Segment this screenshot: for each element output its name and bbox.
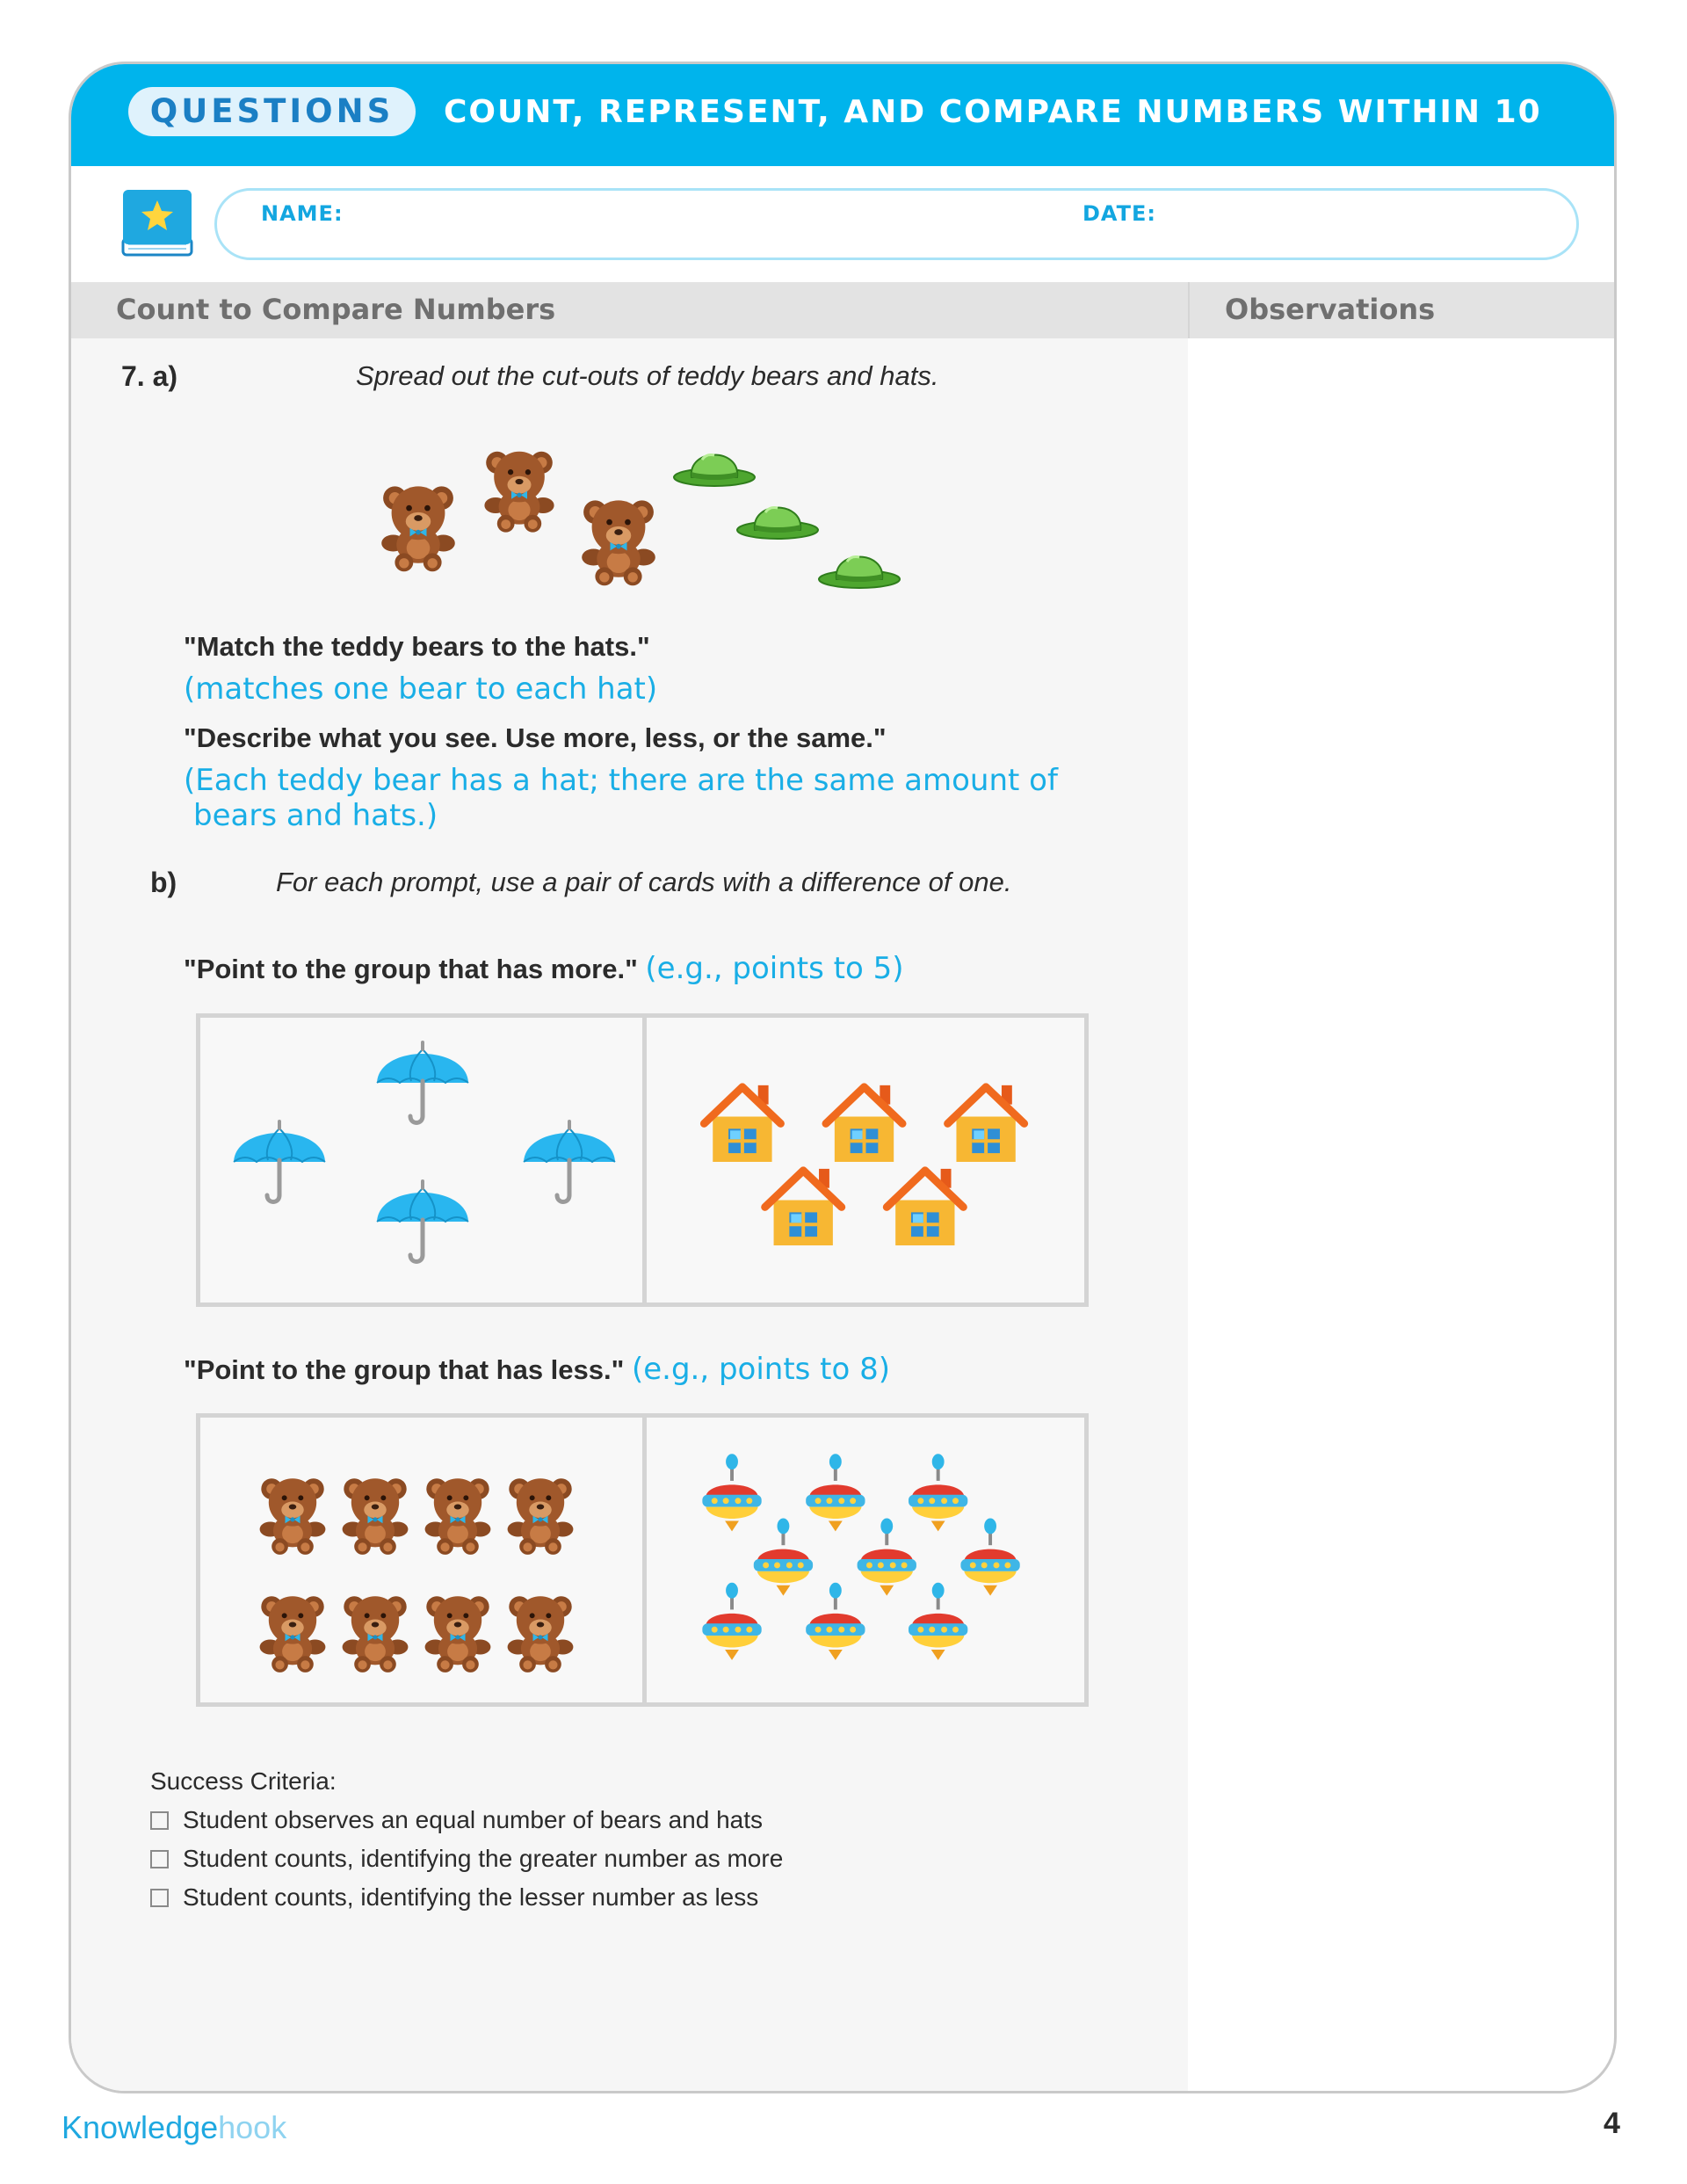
umbrella-icon [377, 1042, 468, 1123]
checkbox-icon[interactable] [150, 1850, 169, 1868]
teddy-bear-icon [508, 1596, 574, 1672]
answer-describe-line2: bears and hats.) [193, 798, 438, 833]
teddy-bear-icon [260, 1596, 326, 1672]
section-header [71, 282, 1614, 338]
answer-describe-line1: (Each teddy bear has a hat; there are the same amount of [184, 763, 1058, 798]
teddy-bear-icon [343, 1596, 409, 1672]
teddy-bear-icon [343, 1478, 409, 1555]
prompt-less [184, 1352, 890, 1387]
house-icon [704, 1085, 780, 1162]
questions-badge: QUESTIONS [128, 87, 416, 136]
house-group [647, 1018, 1084, 1302]
answer-more: (e.g., points to 5) [645, 951, 904, 986]
knowledgehook-logo [62, 2109, 286, 2146]
umbrella-card[interactable] [200, 1018, 642, 1302]
worksheet-title: COUNT, REPRESENT, AND COMPARE NUMBERS WITHIN 10 [444, 94, 1542, 130]
umbrella-group [200, 1018, 642, 1302]
teddy-bear-icon [425, 1478, 491, 1555]
logo-part-hook: hook [218, 2109, 287, 2145]
hat-icon [819, 557, 900, 589]
house-icon [765, 1169, 842, 1245]
page-number: 4 [1604, 2107, 1620, 2140]
spinning-top-icon [702, 1583, 761, 1660]
criteria-item[interactable] [150, 1806, 763, 1834]
section-title: Count to Compare Numbers [116, 293, 556, 326]
spinning-top-icon [960, 1518, 1019, 1595]
spinning-top-group [647, 1418, 1084, 1702]
spinning-top-icon [858, 1518, 916, 1595]
section-divider [1188, 282, 1190, 338]
bears-and-hats-illustration [369, 435, 914, 602]
spinning-top-icon [909, 1583, 967, 1660]
answer-match: (matches one bear to each hat) [184, 671, 658, 707]
spinning-top-icon [806, 1454, 865, 1531]
prompt-more-text: "Point to the group that has more." [184, 954, 638, 984]
criteria-label: Student counts, identifying the lesser number as less [183, 1883, 759, 1911]
book-icon [121, 188, 193, 258]
header-bar [71, 64, 1614, 166]
umbrella-icon [234, 1121, 325, 1202]
teddy-bear-icon [425, 1596, 491, 1672]
instruction-b: For each prompt, use a pair of cards with a difference of one. [276, 867, 1012, 897]
criteria-label: Student counts, identifying the greater number as more [183, 1845, 784, 1872]
criteria-item[interactable] [150, 1883, 758, 1912]
card-pair-more[interactable] [196, 1013, 1089, 1307]
teddy-bear-icon [260, 1478, 326, 1555]
question-part-b: b) [150, 867, 177, 898]
prompt-more [184, 951, 904, 986]
prompt-describe: "Describe what you see. Use more, less, or the same." [184, 722, 887, 753]
teddy-bear-icon [484, 452, 554, 533]
observations-title: Observations [1225, 293, 1436, 326]
house-icon [948, 1085, 1025, 1162]
house-card[interactable] [642, 1018, 1084, 1302]
teddy-bear-icon [508, 1478, 574, 1555]
spinning-top-icon [909, 1454, 967, 1531]
house-icon [826, 1085, 902, 1162]
card-pair-less[interactable] [196, 1413, 1089, 1707]
date-label: DATE: [1082, 201, 1156, 226]
hat-icon [737, 508, 818, 540]
bear-card[interactable] [200, 1418, 642, 1702]
instruction-a: Spread out the cut-outs of teddy bears and hats. [356, 360, 939, 391]
name-label: NAME: [261, 201, 344, 226]
success-criteria-title: Success Criteria: [150, 1767, 337, 1795]
teddy-bear-icon [582, 500, 655, 585]
bear-group [200, 1418, 642, 1702]
umbrella-icon [377, 1181, 468, 1262]
question-number: 7. a) [121, 360, 178, 392]
criteria-label: Student observes an equal number of bears and hats [183, 1806, 763, 1833]
name-date-field[interactable] [214, 188, 1579, 260]
prompt-match: "Match the teddy bears to the hats." [184, 631, 650, 662]
hat-icon [674, 455, 755, 487]
criteria-item[interactable] [150, 1845, 783, 1873]
spinning-top-card[interactable] [642, 1418, 1084, 1702]
checkbox-icon[interactable] [150, 1811, 169, 1830]
house-icon [887, 1169, 963, 1245]
checkbox-icon[interactable] [150, 1889, 169, 1907]
umbrella-icon [524, 1121, 615, 1202]
spinning-top-icon [806, 1583, 865, 1660]
prompt-less-text: "Point to the group that has less." [184, 1354, 625, 1385]
spinning-top-icon [702, 1454, 761, 1531]
teddy-bear-icon [381, 486, 455, 571]
answer-less: (e.g., points to 8) [631, 1352, 891, 1387]
spinning-top-icon [754, 1518, 813, 1595]
logo-part-knowledge: Knowledge [62, 2109, 219, 2145]
